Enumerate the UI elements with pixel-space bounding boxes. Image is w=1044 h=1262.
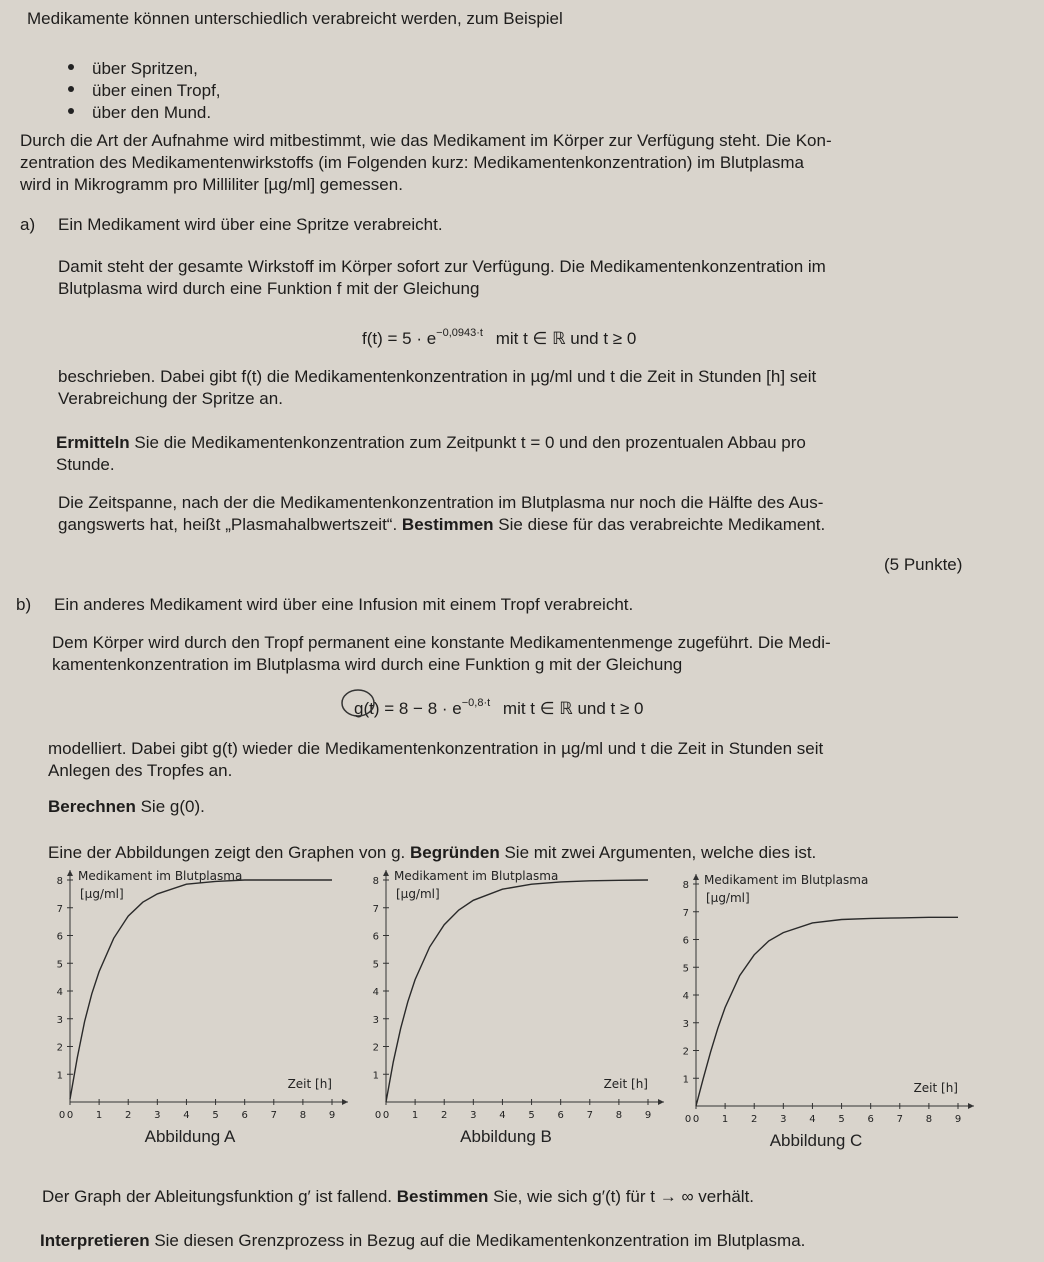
series-line bbox=[70, 880, 332, 1099]
y-tick-label: 3 bbox=[56, 1014, 63, 1026]
chart-caption: Abbildung A bbox=[144, 1127, 236, 1146]
formula-f-main: f(t) = 5 · e bbox=[362, 329, 437, 348]
part-b-label: b) bbox=[16, 595, 32, 614]
y-tick-label: 6 bbox=[372, 931, 379, 943]
x-tick-label: 0 bbox=[58, 1110, 66, 1121]
chart-c-svg bbox=[676, 870, 986, 1160]
x-tick-label: 0 bbox=[374, 1110, 382, 1121]
part-b-text-line: modelliert. Dabei gibt g(t) wieder die Medikamentenkonzentration in µg/ml und t die Zeit in Stunden seit bbox=[48, 739, 824, 758]
formula-f-exponent: −0,0943·t bbox=[436, 327, 483, 339]
x-tick-label: 1 bbox=[721, 1114, 729, 1125]
x-tick-label: 3 bbox=[470, 1110, 477, 1121]
x-tick-label: 2 bbox=[441, 1110, 448, 1121]
x-tick-label: 6 bbox=[867, 1114, 874, 1125]
y-tick-label: 3 bbox=[372, 1014, 379, 1026]
x-tick-label: 3 bbox=[780, 1114, 787, 1125]
y-tick-label: 6 bbox=[682, 935, 689, 947]
chart-caption: Abbildung C bbox=[769, 1131, 863, 1150]
x-tick-label: 8 bbox=[299, 1110, 307, 1121]
y-axis-label: [µg/ml] bbox=[396, 887, 440, 901]
part-a-title: Ein Medikament wird über eine Spritze verabreicht. bbox=[58, 215, 443, 234]
bullet-dot bbox=[68, 64, 74, 70]
x-tick-label: 3 bbox=[154, 1110, 161, 1121]
y-tick-label: 7 bbox=[372, 903, 379, 915]
chart-title: Medikament im Blutplasma bbox=[704, 873, 869, 887]
x-tick-label: 8 bbox=[615, 1110, 623, 1121]
part-a-label: a) bbox=[20, 215, 36, 234]
bullet-item: über einen Tropf, bbox=[92, 81, 221, 100]
x-tick-label: 5 bbox=[838, 1114, 845, 1125]
bullet-dot bbox=[68, 86, 74, 92]
y-axis-arrow bbox=[67, 870, 73, 876]
intro-paragraph-line: wird in Mikrogramm pro Milliliter [µg/ml] gemessen. bbox=[20, 175, 403, 194]
task-keyword: Ermitteln bbox=[56, 433, 130, 452]
part-a-task-2-line2 bbox=[58, 514, 825, 536]
y-axis-arrow bbox=[383, 870, 389, 876]
x-tick-label: 4 bbox=[809, 1114, 816, 1125]
part-a-points: (5 Punkte) bbox=[884, 555, 963, 574]
task-text: Der Graph der Ableitungsfunktion g′ ist fallend. bbox=[42, 1187, 397, 1206]
task-text: Sie g(0). bbox=[135, 797, 205, 816]
x-tick-label: 5 bbox=[528, 1110, 535, 1121]
y-axis-label: [µg/ml] bbox=[706, 891, 750, 905]
formula-g-main: g(t) = 8 − 8 · e bbox=[354, 699, 462, 718]
formula-g-exponent: −0,8·t bbox=[461, 697, 491, 709]
x-axis-arrow bbox=[658, 1099, 664, 1105]
x-tick-label: 0 bbox=[382, 1110, 390, 1121]
x-tick-label: 0 bbox=[66, 1110, 74, 1121]
y-tick-label: 8 bbox=[56, 876, 63, 887]
task-text: Sie, wie sich g′(t) für t → ∞ verhält. bbox=[488, 1187, 755, 1206]
x-tick-label: 9 bbox=[954, 1114, 962, 1125]
chart-a-svg bbox=[50, 866, 360, 1156]
part-a-text-line: Damit steht der gesamte Wirkstoff im Körper sofort zur Verfügung. Die Medikamentenkonzentration im bbox=[58, 257, 826, 276]
x-tick-label: 4 bbox=[183, 1110, 190, 1121]
x-tick-label: 8 bbox=[925, 1114, 933, 1125]
formula-g-condition: mit t ∈ ℝ und t ≥ 0 bbox=[502, 699, 644, 718]
bullet-item: über Spritzen, bbox=[92, 59, 198, 78]
formula-f bbox=[362, 322, 636, 350]
x-tick-label: 0 bbox=[684, 1114, 692, 1125]
y-tick-label: 2 bbox=[56, 1042, 63, 1054]
chart-title: Medikament im Blutplasma bbox=[394, 869, 559, 883]
intro-paragraph-line: zentration des Medikamentenwirkstoffs (im Folgenden kurz: Medikamentenkonzentration) im Blutplasma bbox=[20, 153, 804, 172]
y-tick-label: 1 bbox=[682, 1074, 689, 1086]
task-keyword: Berechnen bbox=[48, 797, 136, 816]
series-line bbox=[696, 917, 958, 1106]
intro-paragraph-line: Durch die Art der Aufnahme wird mitbestimmt, wie das Medikament im Körper zur Verfügung steht. Die Kon- bbox=[20, 131, 832, 150]
x-tick-label: 7 bbox=[586, 1110, 593, 1121]
task-keyword: Bestimmen bbox=[401, 515, 494, 534]
part-a-text-line: Verabreichung der Spritze an. bbox=[58, 389, 283, 408]
part-a-text-line: Blutplasma wird durch eine Funktion f mit der Gleichung bbox=[58, 279, 480, 298]
chart-b-svg bbox=[366, 866, 676, 1156]
y-tick-label: 7 bbox=[682, 907, 689, 919]
y-tick-label: 5 bbox=[372, 959, 379, 971]
task-text: Sie diese für das verabreichte Medikament. bbox=[493, 515, 826, 534]
task-keyword: Bestimmen bbox=[396, 1187, 489, 1206]
y-axis-label: [µg/ml] bbox=[80, 887, 124, 901]
y-tick-label: 3 bbox=[682, 1018, 689, 1030]
chart-abbildung-b bbox=[366, 866, 676, 1156]
y-tick-label: 7 bbox=[56, 903, 63, 915]
x-tick-label: 1 bbox=[411, 1110, 419, 1121]
part-b-text-line: Anlegen des Tropfes an. bbox=[48, 761, 233, 780]
part-a-task-1-line2: Stunde. bbox=[56, 455, 115, 474]
series-line bbox=[386, 880, 648, 1102]
y-tick-label: 4 bbox=[56, 987, 63, 998]
task-text: gangswerts hat, heißt „Plasmahalbwertszeit“. bbox=[58, 515, 402, 534]
chart-abbildung-c bbox=[676, 870, 986, 1160]
part-b-title: Ein anderes Medikament wird über eine Infusion mit einem Tropf verabreicht. bbox=[54, 595, 634, 614]
part-b-task-4 bbox=[40, 1230, 805, 1252]
part-b-task-3 bbox=[42, 1186, 754, 1208]
part-b-task-1 bbox=[48, 796, 205, 818]
task-text: Sie die Medikamentenkonzentration zum Zeitpunkt t = 0 und den prozentualen Abbau pro bbox=[129, 433, 806, 452]
chart-abbildung-a bbox=[50, 866, 360, 1156]
x-tick-label: 2 bbox=[125, 1110, 132, 1121]
x-tick-label: 0 bbox=[692, 1114, 700, 1125]
task-keyword: Interpretieren bbox=[40, 1231, 150, 1250]
chart-caption: Abbildung B bbox=[460, 1127, 552, 1146]
formula-f-condition: mit t ∈ ℝ und t ≥ 0 bbox=[495, 329, 637, 348]
x-axis-arrow bbox=[968, 1103, 974, 1109]
x-tick-label: 1 bbox=[95, 1110, 103, 1121]
y-axis-arrow bbox=[693, 874, 699, 880]
part-a-text-line: beschrieben. Dabei gibt f(t) die Medikamentenkonzentration in µg/ml und t die Zeit in Stunden [h] seit bbox=[58, 367, 817, 386]
task-text: Eine der Abbildungen zeigt den Graphen von g. bbox=[48, 843, 410, 862]
y-tick-label: 8 bbox=[682, 880, 689, 891]
x-tick-label: 6 bbox=[241, 1110, 248, 1121]
task-keyword: Begründen bbox=[410, 843, 500, 862]
bullet-item: über den Mund. bbox=[92, 103, 212, 122]
x-axis-arrow bbox=[342, 1099, 348, 1105]
x-tick-label: 5 bbox=[212, 1110, 219, 1121]
x-tick-label: 4 bbox=[499, 1110, 506, 1121]
x-tick-label: 6 bbox=[557, 1110, 564, 1121]
x-tick-label: 7 bbox=[896, 1114, 903, 1125]
x-axis-label: Zeit [h] bbox=[913, 1081, 958, 1095]
y-tick-label: 4 bbox=[372, 987, 379, 998]
bullet-dot bbox=[68, 108, 74, 114]
part-a-task-2-line1: Die Zeitspanne, nach der die Medikamentenkonzentration im Blutplasma nur noch die Hälfte des Aus- bbox=[58, 493, 824, 512]
x-axis-label: Zeit [h] bbox=[287, 1077, 332, 1091]
y-tick-label: 5 bbox=[56, 959, 63, 971]
part-b-text-line: kamentenkonzentration im Blutplasma wird durch eine Funktion g mit der Gleichung bbox=[52, 655, 683, 674]
y-tick-label: 1 bbox=[372, 1070, 379, 1082]
y-tick-label: 4 bbox=[682, 991, 689, 1002]
y-tick-label: 1 bbox=[56, 1070, 63, 1082]
y-tick-label: 2 bbox=[372, 1042, 379, 1054]
part-b-task-2 bbox=[48, 842, 816, 864]
y-tick-label: 6 bbox=[56, 931, 63, 943]
part-a-task-1 bbox=[56, 432, 806, 454]
task-text: Sie mit zwei Argumenten, welche dies ist. bbox=[499, 843, 817, 862]
y-tick-label: 5 bbox=[682, 963, 689, 975]
formula-g bbox=[354, 692, 644, 720]
chart-title: Medikament im Blutplasma bbox=[78, 869, 243, 883]
x-axis-label: Zeit [h] bbox=[603, 1077, 648, 1091]
y-tick-label: 8 bbox=[372, 876, 379, 887]
task-text: Sie diesen Grenzprozess in Bezug auf die Medikamentenkonzentration im Blutplasma. bbox=[149, 1231, 806, 1250]
x-tick-label: 9 bbox=[644, 1110, 652, 1121]
pen-circle-mark bbox=[338, 686, 378, 720]
intro-heading: Medikamente können unterschiedlich verabreicht werden, zum Beispiel bbox=[27, 9, 563, 28]
part-b-text-line: Dem Körper wird durch den Tropf permanent eine konstante Medikamentenmenge zugeführt. Die Medi- bbox=[52, 633, 831, 652]
x-tick-label: 7 bbox=[270, 1110, 277, 1121]
y-tick-label: 2 bbox=[682, 1046, 689, 1058]
x-tick-label: 2 bbox=[751, 1114, 758, 1125]
x-tick-label: 9 bbox=[328, 1110, 336, 1121]
